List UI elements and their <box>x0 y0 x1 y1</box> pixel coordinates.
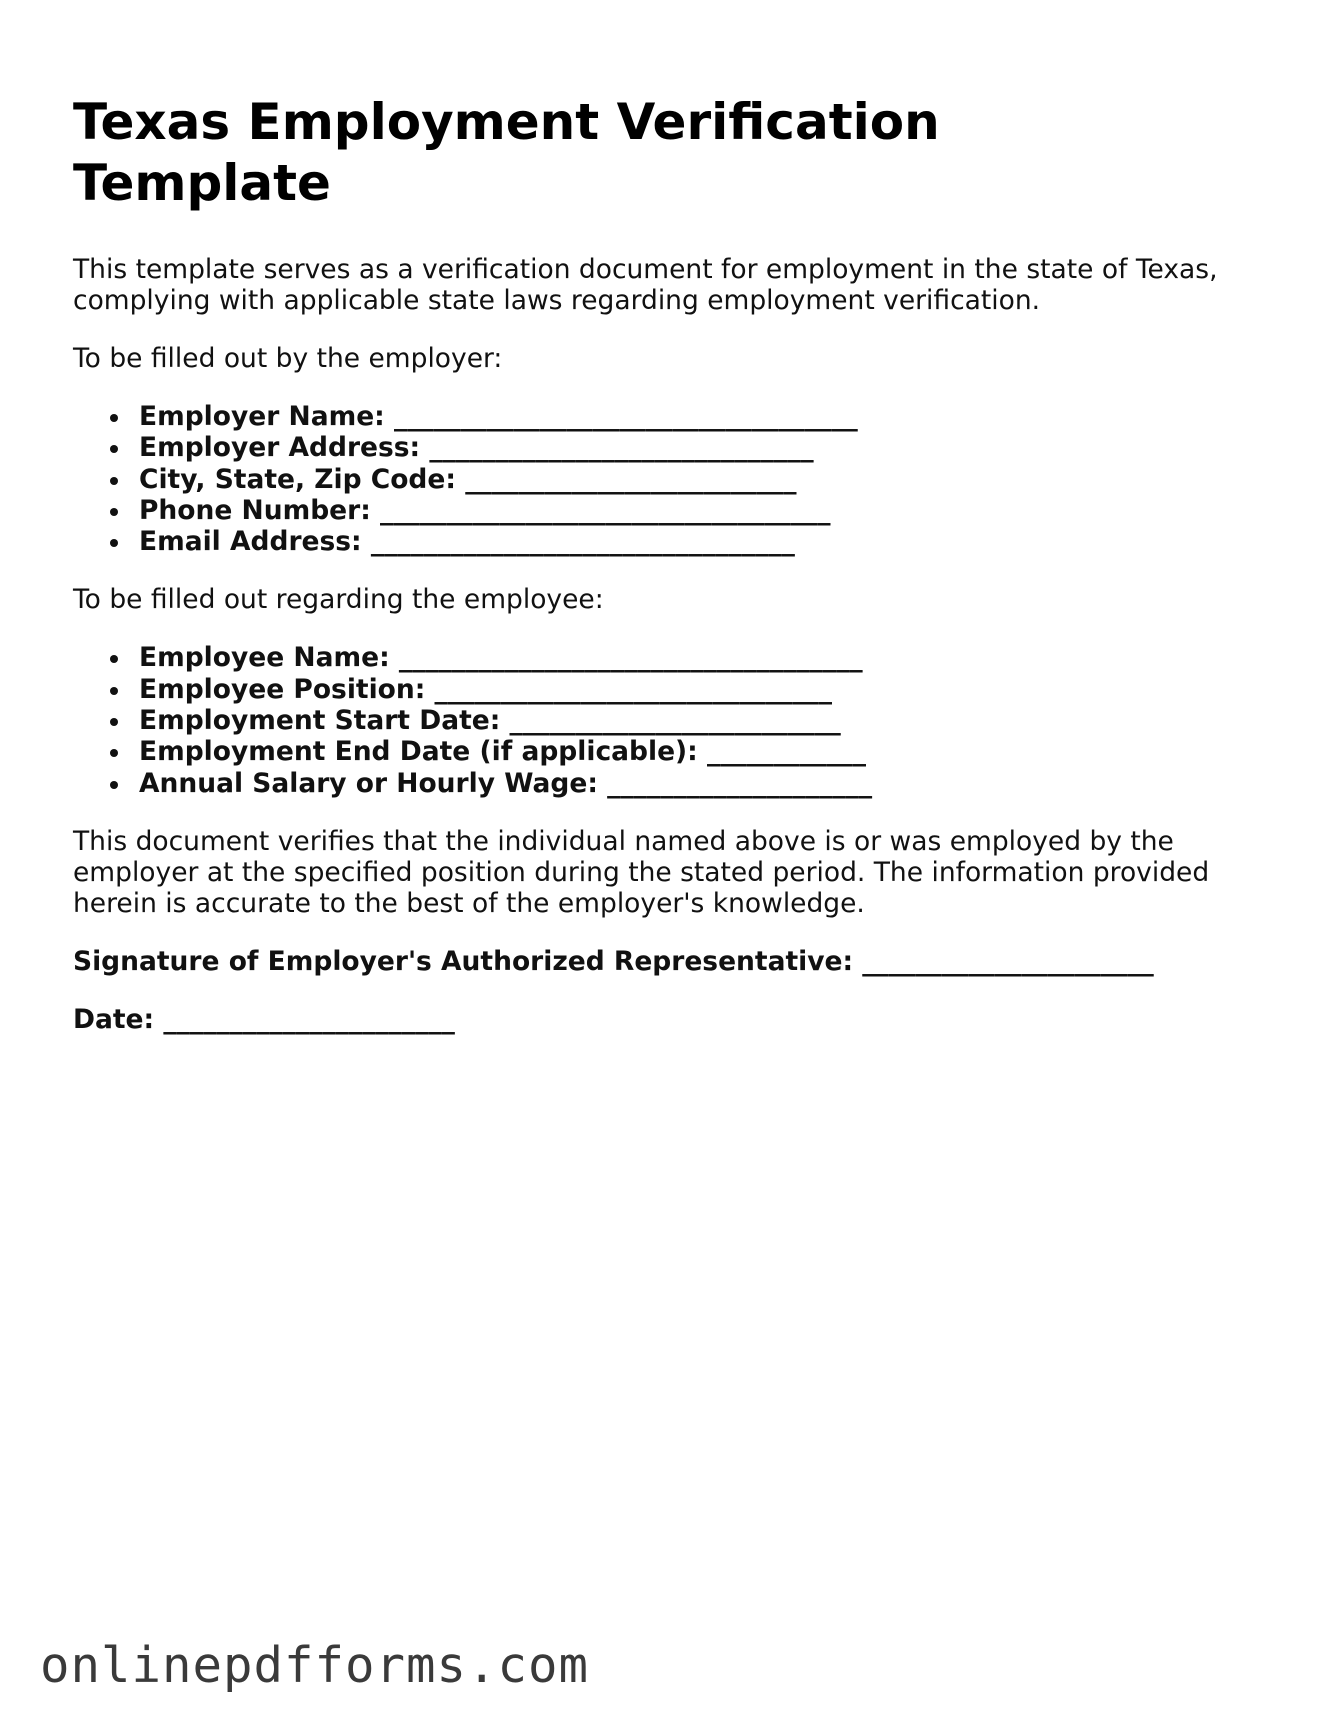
employee-section-label: To be filled out regarding the employee: <box>73 584 604 616</box>
date-field[interactable]: Date: ______________________ <box>73 1003 455 1035</box>
bullet <box>110 655 118 663</box>
employment-end-date-field[interactable]: Employment End Date (if applicable): ____________ <box>73 736 1263 767</box>
watermark-text: onlinepdfforms.com <box>40 1637 590 1694</box>
bullet <box>110 508 118 516</box>
document-title: Texas Employment Verification Template <box>73 93 940 212</box>
email-address-field[interactable]: Email Address: ________________________________ <box>73 526 1263 557</box>
bullet <box>110 687 118 695</box>
employer-address-field[interactable]: Employer Address: _____________________________ <box>73 432 1263 463</box>
bullet <box>110 781 118 789</box>
employment-start-date-field[interactable]: Employment Start Date: _________________________ <box>73 705 1263 736</box>
employee-name-field[interactable]: Employee Name: ___________________________________ <box>73 642 1263 673</box>
intro-paragraph: This template serves as a verification document for employment in the state of Texas, complying with applicable state laws regarding employment verification. <box>73 254 1218 316</box>
bullet <box>110 539 118 547</box>
city-state-zip-field[interactable]: City, State, Zip Code: _________________________ <box>73 464 1263 495</box>
bullet <box>110 718 118 726</box>
salary-wage-field[interactable]: Annual Salary or Hourly Wage: ____________________ <box>73 768 1263 799</box>
signature-field[interactable]: Signature of Employer's Authorized Representative: ______________________ <box>73 945 1154 977</box>
bullet <box>110 477 118 485</box>
employer-section-label: To be filled out by the employer: <box>73 343 503 374</box>
bullet <box>110 414 118 422</box>
employer-name-field[interactable]: Employer Name: ___________________________________ <box>73 401 1263 432</box>
employee-position-field[interactable]: Employee Position: ______________________________ <box>73 674 1263 705</box>
bullet <box>110 749 118 757</box>
document-page <box>73 92 1263 1035</box>
employee-fields-list <box>73 642 1263 798</box>
bullet <box>110 445 118 453</box>
closing-paragraph: This document verifies that the individual named above is or was employed by the employer at the specified position during the stated period. The information provided herein is accurate to the best of the employer's knowledge. <box>73 825 1210 919</box>
employer-fields-list <box>73 401 1263 557</box>
phone-number-field[interactable]: Phone Number: __________________________________ <box>73 495 1263 526</box>
